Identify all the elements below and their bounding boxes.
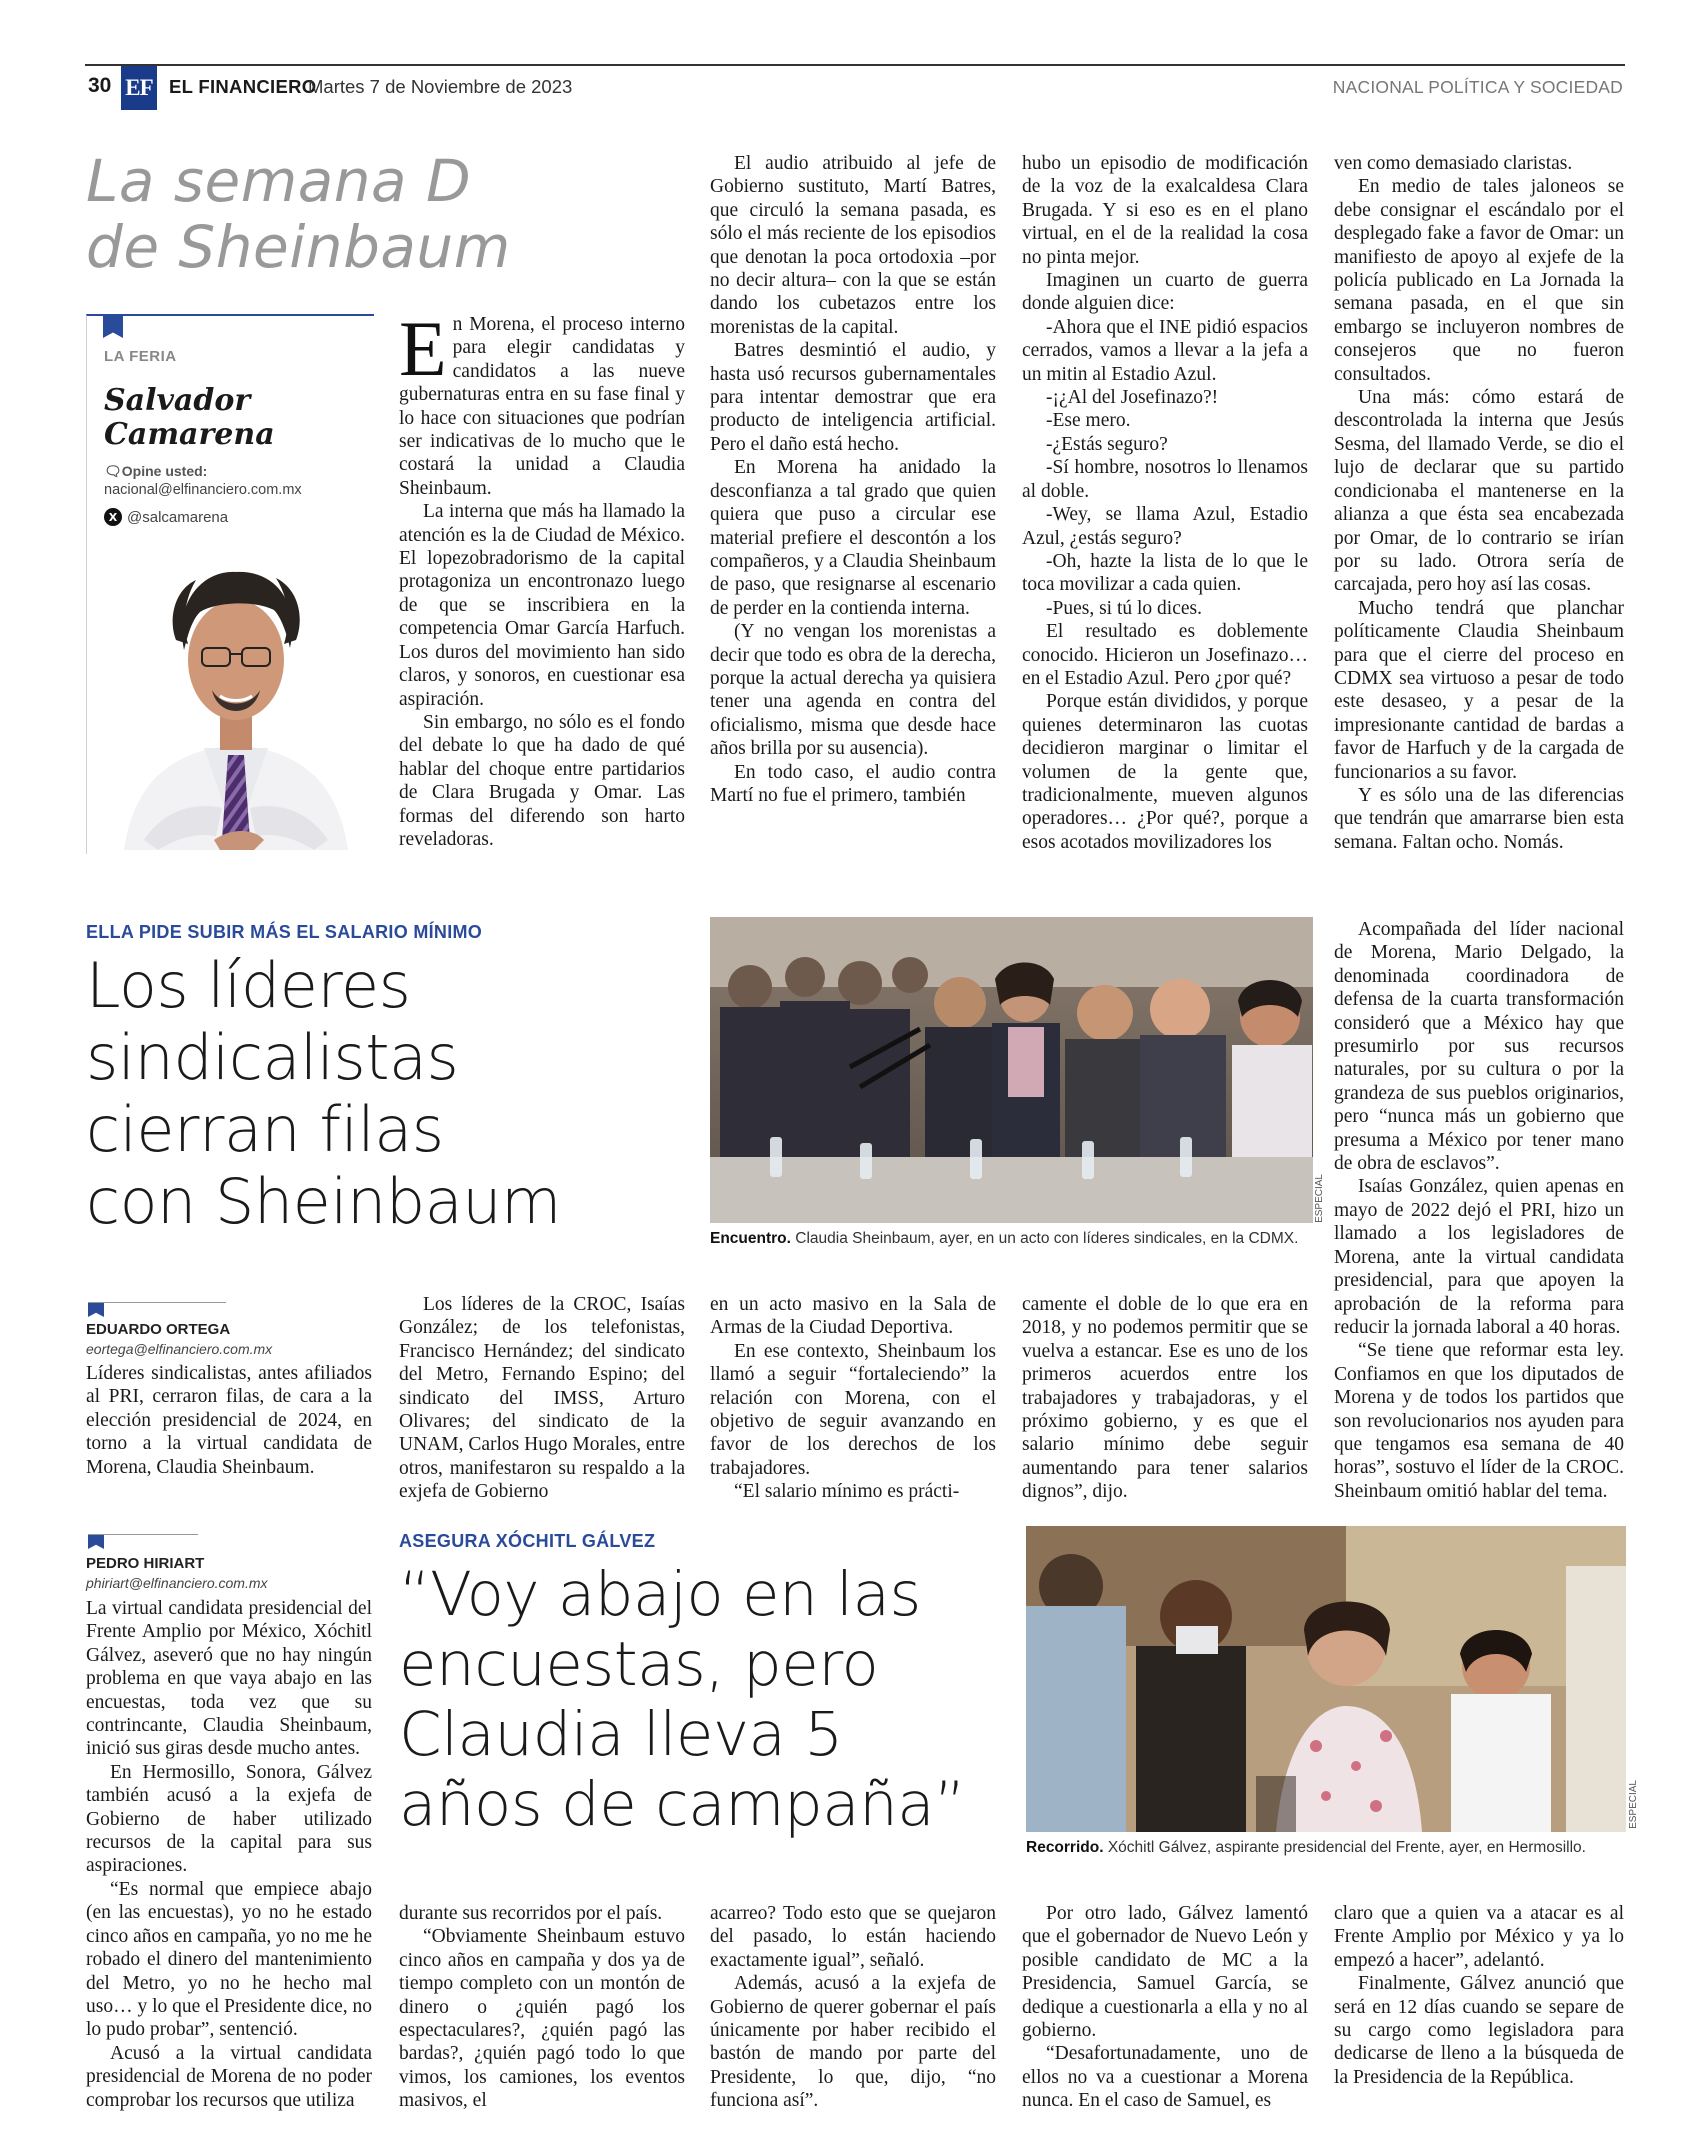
- article-paragraph: -Ahora que el INE pidió espacios cerrados, vamos a llevar a la jefa a un mitin al Estadio Azul.: [1022, 316, 1308, 385]
- article-paragraph: Los líderes de la CROC, Isaías González; de los telefonistas, Francisco Hernández; del sindicato del Metro, Fernando Espino; del sindicato del IMSS, Arturo Olivares; del sindicato de la UNAM, Carlos Hugo Morales, entre otros, manifestaron su respaldo a la exjefa de Gobierno: [399, 1294, 685, 1503]
- story2-col-2: [399, 1293, 685, 1503]
- article-paragraph: “Obviamente Sheinbaum estuvo cinco años en campaña y dos ya de tiempo completo con un montón de dinero o ¿quién pagó los espectaculares?, ¿quién pagó las bardas?, ¿quién pagó todo lo que vimos, los camiones, los eventos masivos, el: [399, 1926, 685, 2112]
- article-paragraph: Finalmente, Gálvez anunció que será en 12 días cuando se separe de su cargo como legisladora para dedicarse de lleno a la búsqueda de la Presidencia de la República.: [1334, 1973, 1624, 2088]
- article-paragraph: -Ese mero.: [1046, 410, 1131, 432]
- article-paragraph: El resultado es doblemente conocido. Hicieron un Josefinazo… en el Estadio Azul. Pero ¿por qué?: [1022, 621, 1308, 689]
- author-name: [104, 384, 364, 452]
- story3-col-3: [710, 1902, 996, 2112]
- column-kicker: LA FERIA: [104, 348, 177, 365]
- column-title-line: La semana D: [86, 147, 472, 215]
- story-author: PEDRO HIRIART: [86, 1555, 205, 1572]
- story3-col-4: [1022, 1902, 1308, 2112]
- author-rule: [88, 1302, 226, 1303]
- bookmark-icon: [88, 1303, 104, 1317]
- article-paragraph: Imaginen un cuarto de guerra donde alguien dice:: [1022, 270, 1308, 315]
- article-paragraph: La virtual candidata presidencial del Frente Amplio por México, Xóchitl Gálvez, aseveró que no hay ningún problema en que vaya abajo en las encuestas, toda vez que su contrincante, Claudia Sheinbaum, inició sus giras desde mucho antes.: [86, 1598, 372, 1760]
- story2-col-1: [86, 1362, 372, 1492]
- story-author: EDUARDO ORTEGA: [86, 1321, 231, 1338]
- page-number: 30: [88, 74, 112, 97]
- headline-line: Los líderes: [86, 949, 411, 1022]
- article-paragraph: Una más: cómo estará de descontrolada la interna que Jesús Sesma, del llamado Verde, se dio el lujo de declarar que su partido condicionaba el mantenerse en la alianza a que ésta sea encabezada por Omar, de lo contrario se irían por su lado. Otrora sería de carcajada, pero hoy así las cosas.: [1334, 387, 1624, 596]
- article-paragraph: En Hermosillo, Sonora, Gálvez también acusó a la exjefa de Gobierno de haber utilizado recursos de la capital para sus aspiraciones.: [86, 1761, 372, 1877]
- story-kicker: ELLA PIDE SUBIR MÁS EL SALARIO MÍNIMO: [86, 922, 483, 942]
- bookmark-icon: [88, 1535, 104, 1549]
- article-paragraph: En todo caso, el audio contra Martí no fue el primero, también: [710, 761, 996, 806]
- article-paragraph: camente el doble de lo que era en 2018, y no podemos permitir que se vuelva a estancar. Ese es uno de los primeros acuerdos entre los trabajadores y trabajadoras, y el próximo gobierno, y es que el salario mínimo debe seguir aumentando para tener salarios dignos”, dijo.: [1022, 1294, 1308, 1503]
- article-paragraph: hubo un episodio de modificación de la voz de la exalcaldesa Clara Brugada. Y si eso es en el plano virtual, en el de la realidad la cosa no pinta mejor.: [1022, 153, 1308, 268]
- story3-col-5: [1334, 1902, 1624, 2097]
- article-paragraph: -Pues, si tú lo dices.: [1046, 597, 1202, 619]
- headline-line: “Voy abajo en las: [399, 1559, 921, 1630]
- article-paragraph: En medio de tales jaloneos se debe consignar el escándalo por el desplegado fake a favor de Omar: un manifiesto de apoyo al exjefe de la policía publicado en La Jornada la semana pasada, en el que sin embargo se incluyeron nombres de consejeros que no fueron consultados.: [1334, 176, 1624, 385]
- article-paragraph: “Es normal que empiece abajo (en las encuestas), yo no he estado cinco años en campaña, yo no me he robado el dinero del mantenimiento del Metro, yo no he hecho mal uso… y lo que el Presidente dice, no lo pudo probar”, sentenció.: [86, 1878, 372, 2041]
- story-headline: [399, 1560, 1019, 1840]
- headline-line: años de campaña”: [399, 1769, 966, 1840]
- x-logo-icon: X: [104, 508, 122, 526]
- caption-lead: Recorrido.: [1026, 1839, 1104, 1856]
- photo-credit: ESPECIAL: [1314, 1174, 1325, 1223]
- article-paragraph: Batres desmintió el audio, y hasta usó recursos gubernamentales para intentar demostrar que era producto de inteligencia artificial. Pero el daño está hecho.: [710, 340, 996, 455]
- opine-label-text: Opine usted:: [121, 463, 208, 479]
- headline-line: Claudia lleva 5: [399, 1699, 843, 1770]
- author-first-name: Salvador: [104, 383, 251, 418]
- section-name: NACIONAL POLÍTICA Y SOCIEDAD: [1332, 77, 1623, 97]
- article-paragraph: Isaías González, quien apenas en mayo de 2022 dejó el PRI, hizo un llamado a los legisladores de Morena, ante la virtual candidata presidencial, para que apoyen la aprobación de la reforma para reducir la jornada laboral a 40 horas.: [1334, 1176, 1624, 1338]
- issue-date: Martes 7 de Noviembre de 2023: [308, 76, 573, 97]
- article-paragraph: ven como demasiado claristas.: [1334, 153, 1573, 174]
- article-paragraph: En Morena ha anidado la desconfianza a tal grado que quien quiera que puso a circular ese material prefiere el descontón a los compañeros, y a Claudia Sheinbaum de paso, que resignarse al escenario de perder en la contienda interna.: [710, 457, 996, 619]
- opine-label: [104, 463, 207, 480]
- headline-line: con Sheinbaum: [86, 1165, 561, 1238]
- article-paragraph: Acompañada del líder nacional de Morena, Mario Delgado, la denominada coordinadora de defensa de la cuarta transformación consideró que a México hay que presumirlo por sus recursos naturales, por su cultura o por la grandeza de sus pueblos originarios, pero “nunca más un gobierno que presuma a México por tener mano de obra de esclavos”.: [1334, 919, 1624, 1175]
- story-author-email[interactable]: phiriart@elfinanciero.com.mx: [86, 1575, 268, 1591]
- article-paragraph: Mucho tendrá que planchar políticamente Claudia Sheinbaum para que el cierre del proceso en CDMX sea virtuoso a pesar de todo este desaseo, y a pesar de la impresionante cantidad de bardas a favor de Harfuch y de la cargada de funcionarios a su favor.: [1334, 597, 1624, 783]
- story-author-email[interactable]: eortega@elfinanciero.com.mx: [86, 1341, 273, 1357]
- author-photo: [104, 540, 368, 850]
- article-paragraph: -¡¿Al del Josefinazo?!: [1046, 387, 1219, 409]
- article-paragraph: acarreo? Todo esto que se quejaron del pasado, lo están haciendo exactamente igual”, señaló.: [710, 1903, 996, 1971]
- author-last-name: Camarena: [104, 417, 275, 452]
- article-paragraph: “Se tiene que reformar esta ley. Confiamos en que los diputados de Morena y de todos los partidos que son revolucionarios nos ayuden para que tengamos esa semana de 40 horas”, sostuvo el líder de la CROC. Sheinbaum omitió hablar del tema.: [1334, 1340, 1624, 1502]
- speech-bubble-icon: 🗨: [104, 464, 122, 480]
- ef-logo: EF: [121, 66, 157, 110]
- story-headline: [86, 950, 686, 1238]
- headline-line: sindicalistas: [86, 1021, 459, 1094]
- article-paragraph: El audio atribuido al jefe de Gobierno sustituto, Martí Batres, que circuló la semana pasada, es sólo el más reciente de los episodios que denotan la poca ortodoxia –por no decir altura– con la que se están dando los cubetazos entre los morenistas de la capital.: [710, 153, 996, 338]
- article-paragraph: -Sí hombre, nosotros lo llenamos al doble.: [1022, 457, 1308, 502]
- article-paragraph: -Wey, se llama Azul, Estadio Azul, ¿estás seguro?: [1022, 504, 1308, 549]
- article-paragraph: -Oh, hazte la lista de lo que le toca movilizar a cada quien.: [1022, 550, 1308, 596]
- article-paragraph: “Desafortunadamente, uno de ellos no va a cuestionar a Morena nunca. En el caso de Samuel, es: [1022, 2043, 1308, 2112]
- header-rule: [85, 64, 1625, 66]
- article-paragraph: Acusó a la virtual candidata presidencial de Morena de no poder comprobar los recursos que utiliza: [86, 2042, 372, 2111]
- article-paragraph: En ese contexto, Sheinbaum los llamó a seguir “fortaleciendo” la relación con Morena, con el objetivo de seguir avanzando en favor de los derechos de los trabajadores.: [710, 1340, 996, 1479]
- author-email[interactable]: nacional@elfinanciero.com.mx: [104, 482, 302, 498]
- column-text-col-2: [710, 152, 996, 854]
- story2-col-3: [710, 1293, 996, 1503]
- story-kicker: ASEGURA XÓCHITL GÁLVEZ: [399, 1531, 656, 1551]
- headline-line: encuestas, pero: [399, 1629, 879, 1700]
- column-text-col-1: [399, 305, 685, 853]
- caption-lead: Encuentro.: [710, 1230, 791, 1247]
- newspaper-name: EL FINANCIERO: [169, 76, 317, 97]
- photo-credit: ESPECIAL: [1628, 1780, 1639, 1829]
- article-paragraph: durante sus recorridos por el país.: [399, 1903, 663, 1924]
- article-paragraph: -¿Estás seguro?: [1046, 433, 1168, 455]
- article-paragraph: En Morena, el proceso interno para elegir candidatas y candidatos a las nueve gubernaturas entra en su fase final y lo hace con situaciones que podrían ser indicativas de lo mucho que le costará la unidad a Claudia Sheinbaum.: [399, 305, 685, 499]
- article-paragraph: “El salario mínimo es prácti-: [734, 1481, 960, 1503]
- article-paragraph: Por otro lado, Gálvez lamentó que el gobernador de Nuevo León y posible candidato de MC a la Presidencia, Samuel García, se dedique a cuestionarla a ella y no al gobierno.: [1022, 1903, 1308, 2042]
- story-photo: [710, 917, 1313, 1223]
- story2-col-4: [1022, 1293, 1308, 1503]
- article-paragraph: Líderes sindicalistas, antes afiliados al PRI, cerraron filas, de cara a la elección presidencial de 2024, en torno a la virtual candidata de Morena, Claudia Sheinbaum.: [86, 1363, 372, 1478]
- photo-caption: [710, 1230, 1330, 1248]
- story2-col-5: [1334, 918, 1624, 1502]
- caption-text: Claudia Sheinbaum, ayer, en un acto con líderes sindicales, en la CDMX.: [790, 1230, 1299, 1247]
- column-text-col-4: [1334, 152, 1624, 854]
- column-title-line: de Sheinbaum: [86, 213, 511, 281]
- column-title: [86, 148, 686, 280]
- article-paragraph: La interna que más ha llamado la atención es la de Ciudad de México. El lopezobradorismo de la capital protagoniza un encontronazo luego de que se inscribiera en la competencia Omar García Harfuch. Los duros del movimiento han sido claros, y sonoros, en cuestionar esa aspiración.: [399, 501, 685, 710]
- column-text-col-3: [1022, 152, 1308, 854]
- article-paragraph: Porque están divididos, y porque quienes determinaron las cuotas decidieron marginar o limitar el volumen de la gente que, tradicionalmente, mueven algunos operadores… ¿Por qué?, porque a esos acotados movilizadores los: [1022, 691, 1308, 853]
- author-handle[interactable]: @salcamarena: [127, 509, 229, 526]
- caption-text: Xóchitl Gálvez, aspirante presidencial del Frente, ayer, en Hermosillo.: [1103, 1839, 1586, 1856]
- story-photo: [1026, 1526, 1626, 1832]
- drop-cap: E: [399, 305, 447, 392]
- article-paragraph: Y es sólo una de las diferencias que tendrán que amarrarse bien esta semana. Faltan ocho. Nomás.: [1334, 784, 1624, 853]
- article-paragraph: claro que a quien va a atacar es al Frente Amplio por México y ya lo empezó a hacer”, adelantó.: [1334, 1903, 1624, 1971]
- photo-caption: [1026, 1839, 1626, 1857]
- article-paragraph: Sin embargo, no sólo es el fondo del debate lo que ha dado de qué hablar del choque entre partidarios de Clara Brugada y Omar. Las formas del diferendo son harto reveladoras.: [399, 711, 685, 850]
- article-paragraph: en un acto masivo en la Sala de Armas de la Ciudad Deportiva.: [710, 1294, 996, 1339]
- article-paragraph: (Y no vengan los morenistas a decir que todo es obra de la derecha, porque la actual derecha ya quisiera tener una agenda en contra del oficialismo, misma que desde hace años brilla por su ausencia).: [710, 621, 996, 760]
- story3-col-1: [86, 1597, 372, 2111]
- headline-line: cierran filas: [86, 1093, 444, 1166]
- story3-col-2: [399, 1902, 685, 2112]
- article-paragraph: Además, acusó a la exjefa de Gobierno de querer gobernar el país únicamente por haber recibido el bastón de mando por parte del Presidente, lo que, dijo, “no funciona así”.: [710, 1973, 996, 2112]
- author-rule: [88, 1534, 198, 1535]
